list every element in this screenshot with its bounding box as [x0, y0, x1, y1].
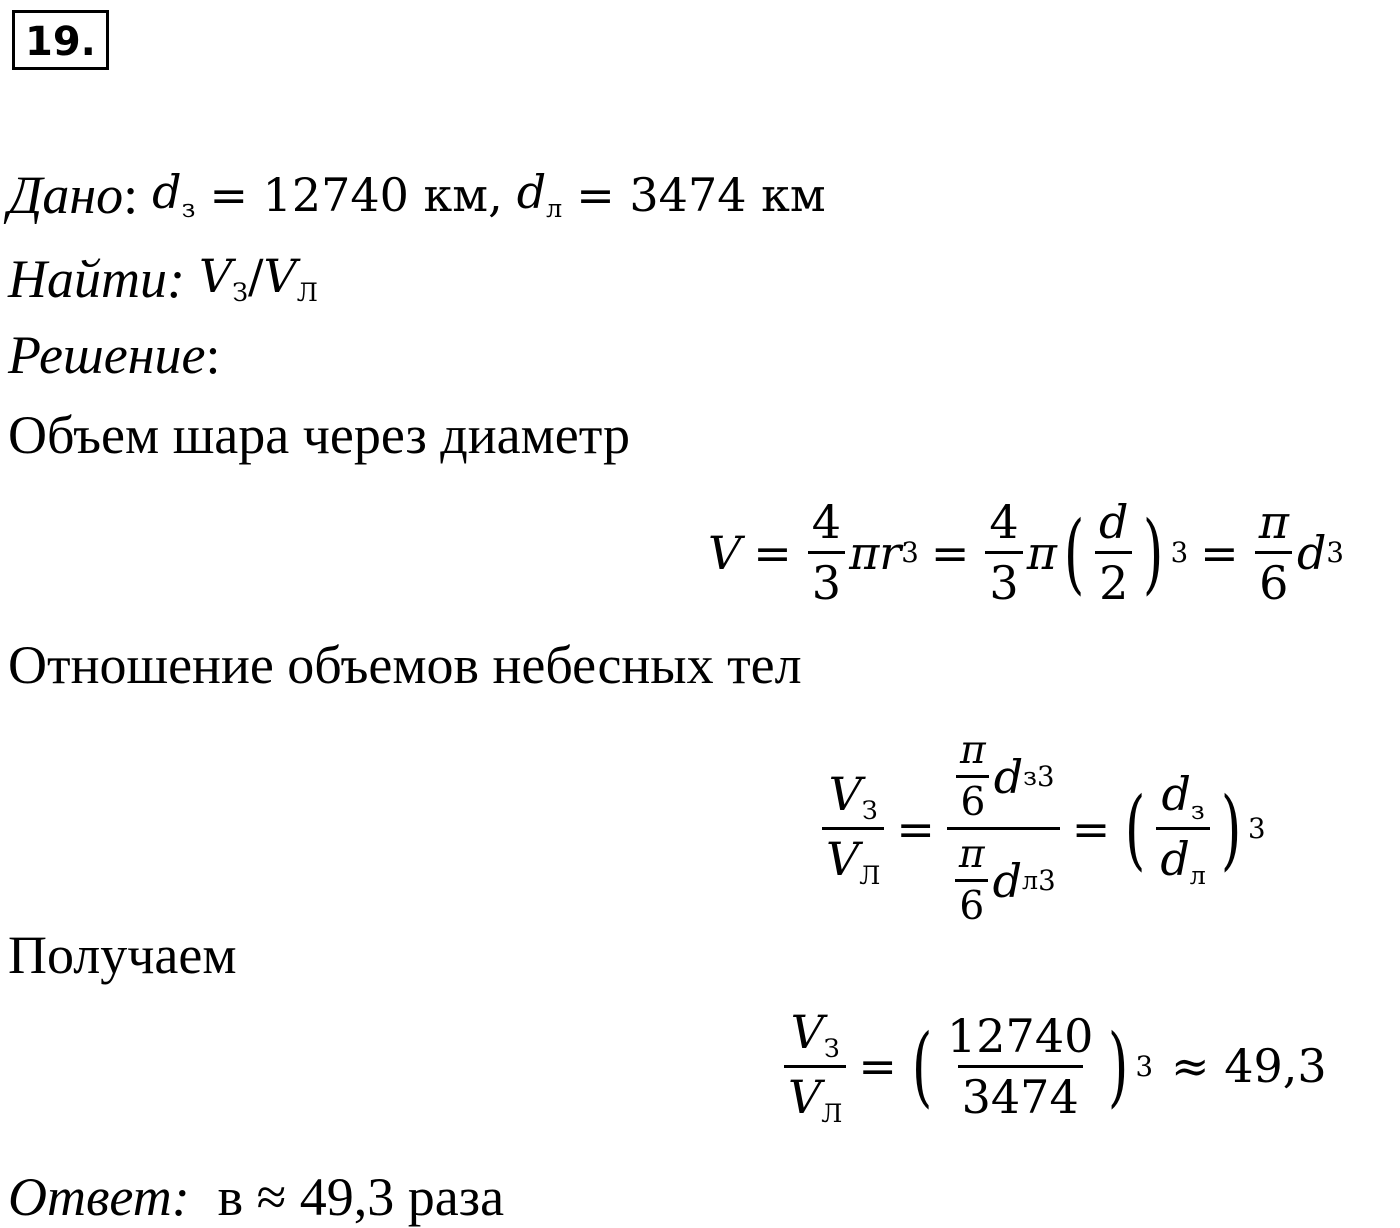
solution-label: Решение: — [8, 325, 221, 385]
formula-volume: V = $\frac{4}{3}$ π r 3 = $\frac{4}{3}$ π ( $\frac{d}{2}$ ) 3 = $\frac{\pi}{6}$ d 3 — [708, 495, 1344, 610]
find-label: Найти: — [8, 249, 185, 309]
text-we-get: Получаем — [8, 925, 237, 985]
formula-result: $\frac{V_З}{V_Л}$ = ( $\frac{12740}{3474}$ ) 3 ≈ 49,3 — [780, 1005, 1327, 1128]
find-line — [8, 248, 318, 309]
find-expression: $V_З/V_Л$ — [198, 248, 318, 307]
formula-ratio: $\frac{V_З}{V_Л}$ = $\frac{\pi}{6}$ d з 3 $\frac{\pi}{6}$ d л 3 = ( $\frac{d_з}{d_л}$ ) 3 — [818, 728, 1266, 929]
text-volume-ratio: Отношение объемов небесных тел — [8, 635, 802, 695]
given-label: Дано — [8, 165, 124, 225]
answer-text: в ≈ 49,3 раза — [217, 1167, 505, 1227]
answer-label: Ответ: — [8, 1167, 190, 1227]
problem-number: 19. — [12, 10, 109, 70]
given-line: Дано : $d_з$ = 12740 км, $d_л$ = 3474 км — [8, 164, 826, 225]
text-volume-via-diameter: Объем шара через диаметр — [8, 405, 631, 465]
given-d-moon-value: = 3474 км — [576, 168, 826, 222]
given-d-earth-value: = 12740 км, — [209, 168, 503, 222]
given-d-moon-symbol: $d_л$ — [516, 164, 563, 223]
answer-line — [8, 1167, 505, 1227]
given-d-earth-symbol: $d_з$ — [152, 164, 196, 223]
